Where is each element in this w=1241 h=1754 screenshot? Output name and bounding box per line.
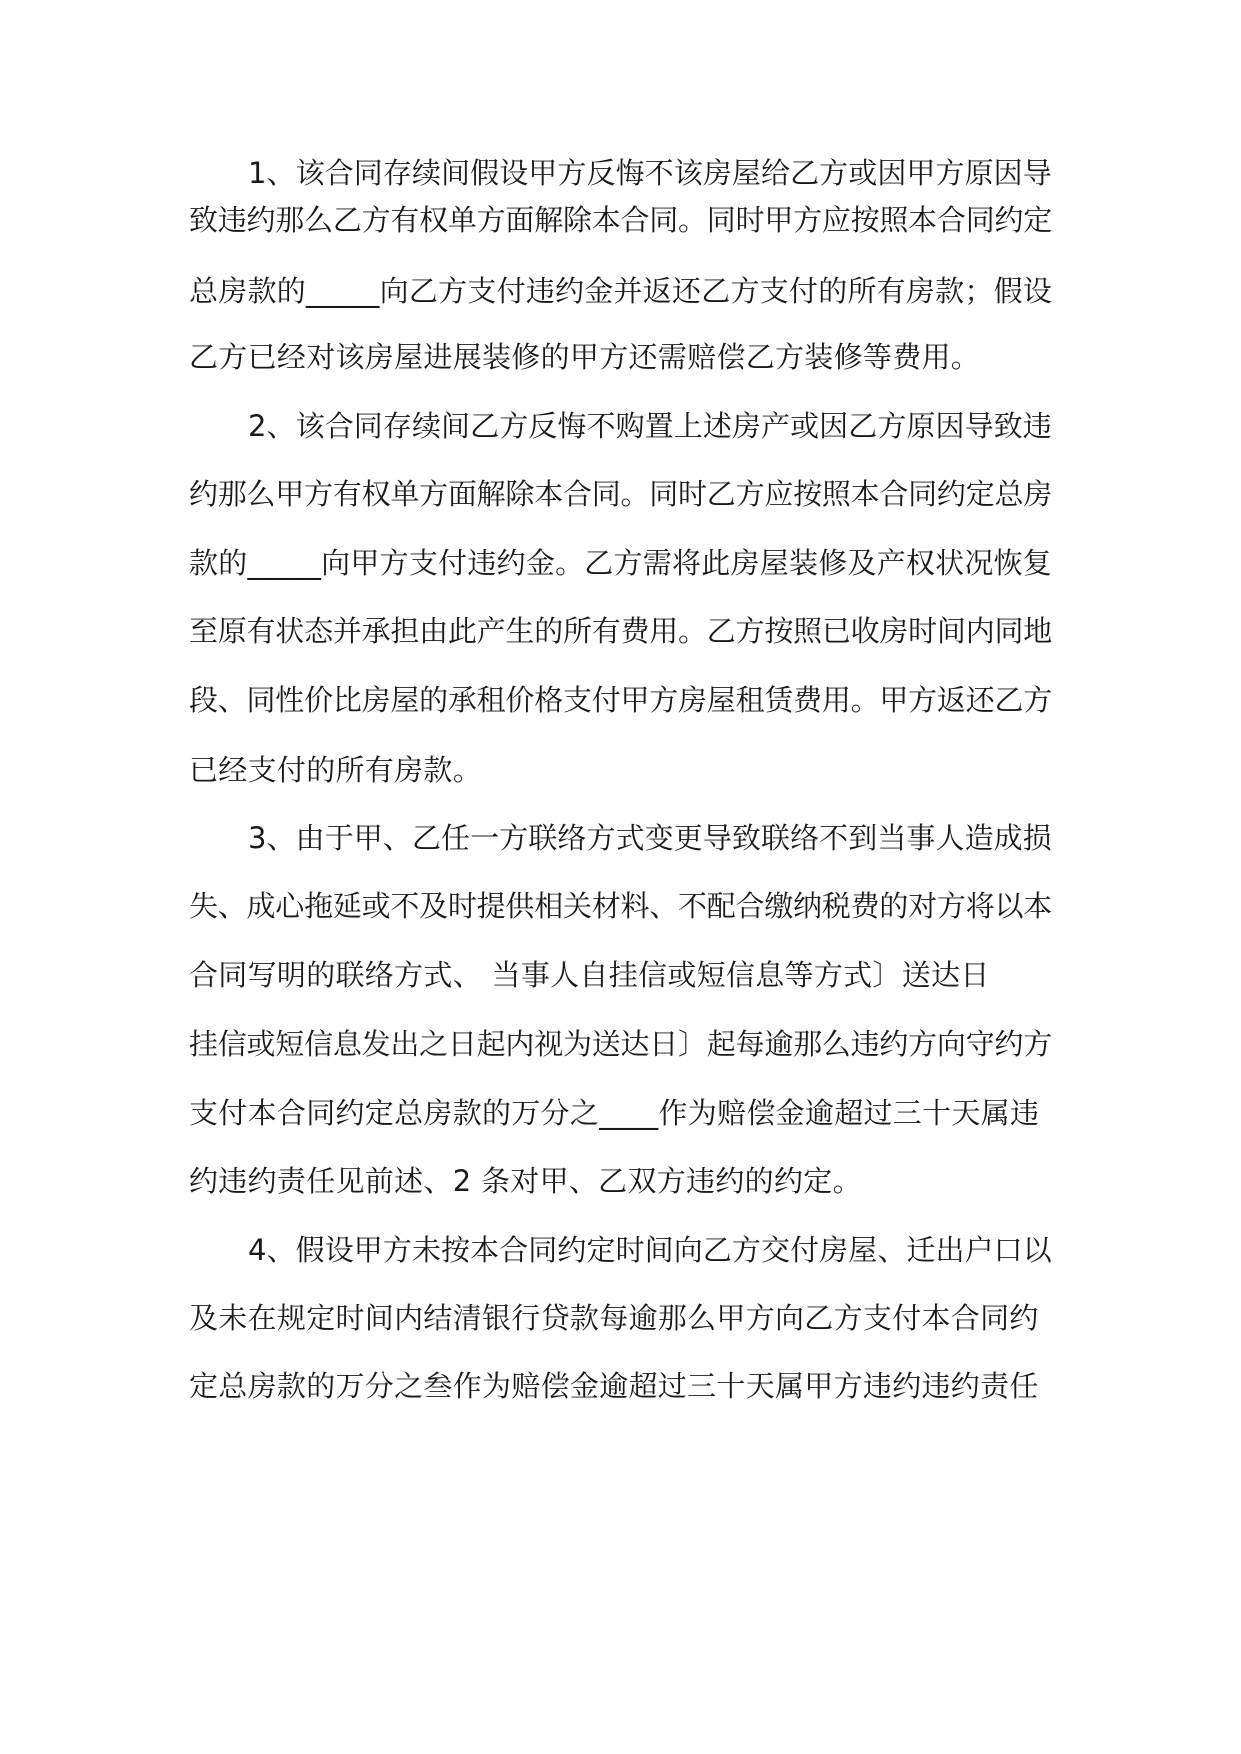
clause-2-line-2: 约那么甲方有权单方面解除本合同。同时乙方应按照本合同约定总房 — [189, 477, 1053, 511]
clause-1-line-4: 乙方已经对该房屋进展装修的甲方还需赔偿乙方装修等费用。 — [189, 340, 981, 374]
clause-4-line-3: 定总房款的万分之叁作为赔偿金逾超过三十天属甲方违约违约责任 — [189, 1369, 1039, 1403]
clause-4-line-2: 及未在规定时间内结清银行贷款每逾那么甲方向乙方支付本合同约 — [189, 1301, 1039, 1335]
clause-1-line-2: 致违约那么乙方有权单方面解除本合同。同时甲方应按照本合同约定 — [189, 203, 1053, 237]
clause-3-line-2: 失、成心拖延或不及时提供相关材料、不配合缴纳税费的对方将以本 — [189, 889, 1053, 923]
clause-2-line-3: 款的_____向甲方支付违约金。乙方需将此房屋装修及产权状况恢复 — [189, 546, 1053, 580]
clause-1-line-3: 总房款的_____向乙方支付违约金并返还乙方支付的所有房款；假设 — [189, 274, 1053, 308]
clause-2-line-5: 段、同性价比房屋的承租价格支付甲方房屋租赁费用。甲方返还乙方 — [189, 683, 1053, 717]
clause-2-line-6: 已经支付的所有房款。 — [189, 753, 483, 787]
clause-3-line-6: 约违约责任见前述、2 条对甲、乙双方违约的约定。 — [189, 1164, 862, 1198]
clause-3-line-4: 挂信或短信息发出之日起内视为送达日〕起每逾那么违约方向守约方 — [189, 1027, 1053, 1061]
clause-3-line-1: 3、由于甲、乙任一方联络方式变更导致联络不到当事人造成损 — [248, 821, 1052, 855]
clause-2-line-4: 至原有状态并承担由此产生的所有费用。乙方按照已收房时间内同地 — [189, 614, 1053, 648]
clause-1-line-1: 1、该合同存续间假设甲方反悔不该房屋给乙方或因甲方原因导 — [248, 156, 1052, 190]
clause-2-line-1: 2、该合同存续间乙方反悔不购置上述房产或因乙方原因导致违 — [248, 409, 1052, 443]
clause-4-line-1: 4、假设甲方未按本合同约定时间向乙方交付房屋、迁出户口以 — [248, 1233, 1052, 1267]
clause-3-line-3: 合同写明的联络方式、 当事人自挂信或短信息等方式〕送达日 — [189, 958, 990, 992]
clause-3-line-5: 支付本合同约定总房款的万分之____作为赔偿金逾超过三十天属违 — [189, 1096, 1040, 1130]
